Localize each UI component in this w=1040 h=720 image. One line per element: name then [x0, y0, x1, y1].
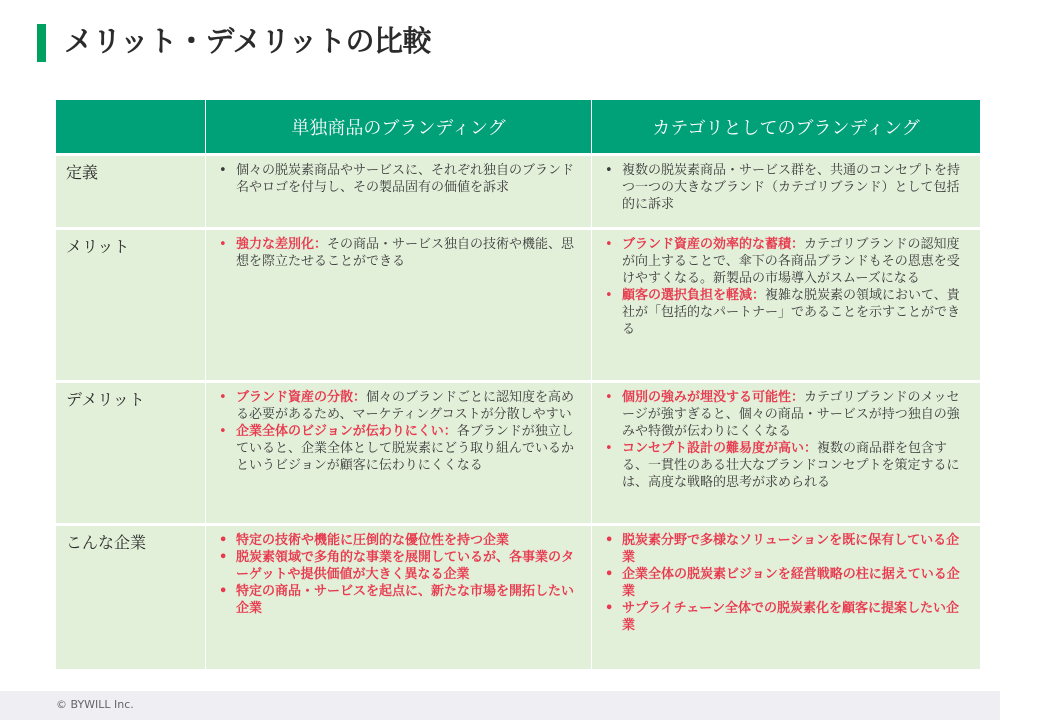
bullet: • — [605, 163, 613, 178]
header-category: カテゴリとしてのブランディング — [592, 100, 980, 153]
cell-single-definition — [206, 153, 592, 227]
copyright: © BYWILL Inc. — [56, 698, 134, 711]
list-item — [602, 162, 970, 213]
footer-bar — [0, 691, 1000, 720]
item-text: 個々のブランドごとに認知度を高める必要があるため、マーケティングコストが分散しやすい — [236, 390, 575, 422]
title-accent-bar — [37, 24, 46, 62]
bullet: • — [219, 533, 228, 548]
item-heading: 個別の強みが埋没する可能性： — [622, 390, 805, 405]
list-item — [602, 236, 970, 287]
list-item — [216, 162, 581, 196]
item-heading: ブランド資産の効率的な蓄積： — [622, 237, 805, 252]
item-heading: コンセプト設計の難易度が高い： — [622, 441, 818, 456]
bullet: • — [605, 533, 614, 548]
bullet: • — [605, 237, 613, 252]
item-heading: 顧客の選択負担を軽減： — [622, 288, 766, 303]
list-item — [216, 549, 581, 583]
bullet: • — [605, 441, 613, 456]
header-blank — [56, 100, 206, 153]
cell-category-demerit — [592, 380, 980, 523]
bullet: • — [605, 601, 614, 616]
item-text: 各ブランドが独立していると、企業全体として脱炭素にどう取り組んでいるかというビジョンが顧客に伝わりにくくなる — [236, 424, 575, 473]
bullet: • — [219, 550, 228, 565]
row-label: こんな企業 — [56, 523, 206, 669]
row-label: デメリット — [56, 380, 206, 523]
cell-category-definition — [592, 153, 980, 227]
header-single-product: 単独商品のブランディング — [206, 100, 592, 153]
item-text: 複数の脱炭素商品・サービス群を、共通のコンセプトを持つ一つの大きなブランド（カテゴリブランド）として包括的に訴求 — [622, 163, 961, 212]
list-item — [602, 287, 970, 338]
cell-single-companies — [206, 523, 592, 669]
list-item — [216, 583, 581, 617]
list-item — [216, 532, 581, 549]
bullet: • — [219, 424, 227, 439]
item-text: 個々の脱炭素商品やサービスに、それぞれ独自のブランド名やロゴを付与し、その製品固有の価値を訴求 — [236, 163, 575, 195]
item-text: 複数の商品群を包含する、一貫性のある壮大なブランドコンセプトを策定するには、高度な戦略的思考が求められる — [622, 441, 960, 490]
item-text: 企業全体の脱炭素ビジョンを経営戦略の柱に据えている企業 — [622, 567, 960, 599]
item-text: 特定の技術や機能に圧倒的な優位性を持つ企業 — [236, 533, 510, 548]
list-item — [602, 440, 970, 491]
cell-category-merit — [592, 227, 980, 380]
item-text: 複雑な脱炭素の領域において、貴社が「包括的なパートナー」であることを示すことができる — [622, 288, 961, 337]
list-item — [602, 532, 970, 566]
bullet: • — [219, 163, 227, 178]
bullet: • — [219, 237, 227, 252]
bullet: • — [605, 390, 613, 405]
list-item — [602, 566, 970, 600]
row-label: メリット — [56, 227, 206, 380]
item-text: 脱炭素領域で多角的な事業を展開しているが、各事業のターゲットや提供価値が大きく異なる企業 — [236, 550, 575, 582]
table-row-suitable-companies — [56, 523, 980, 669]
item-text: カテゴリブランドのメッセージが強すぎると、個々の商品・サービスが持つ独自の強みや特徴が伝わりにくくなる — [622, 390, 960, 439]
list-item — [216, 389, 581, 423]
list-item — [602, 600, 970, 634]
bullet: • — [219, 584, 228, 599]
bullet: • — [605, 288, 613, 303]
item-text: 特定の商品・サービスを起点に、新たな市場を開拓したい企業 — [236, 584, 575, 616]
list-item — [216, 236, 581, 270]
table-header-row — [56, 100, 980, 153]
bullet: • — [219, 390, 227, 405]
item-text: その商品・サービス独自の技術や機能、思想を際立たせることができる — [236, 237, 575, 269]
item-heading: 企業全体のビジョンが伝わりにくい： — [236, 424, 457, 439]
table-row-demerit — [56, 380, 980, 523]
item-heading: 強力な差別化： — [236, 237, 328, 252]
item-text: サプライチェーン全体での脱炭素化を顧客に提案したい企業 — [622, 601, 959, 633]
item-text: 脱炭素分野で多様なソリューションを既に保有している企業 — [622, 533, 960, 565]
list-item — [602, 389, 970, 440]
row-label: 定義 — [56, 153, 206, 227]
page-title: メリット・デメリットの比較 — [64, 24, 432, 58]
table-row-merit — [56, 227, 980, 380]
cell-category-companies — [592, 523, 980, 669]
cell-single-merit — [206, 227, 592, 380]
item-text: カテゴリブランドの認知度が向上することで、傘下の各商品ブランドもその恩恵を受けやすくなる。新製品の市場導入がスムーズになる — [622, 237, 960, 286]
item-heading: ブランド資産の分散： — [236, 390, 367, 405]
list-item — [216, 423, 581, 474]
bullet: • — [605, 567, 614, 582]
table-row-definition — [56, 153, 980, 227]
cell-single-demerit — [206, 380, 592, 523]
comparison-table — [56, 100, 980, 669]
